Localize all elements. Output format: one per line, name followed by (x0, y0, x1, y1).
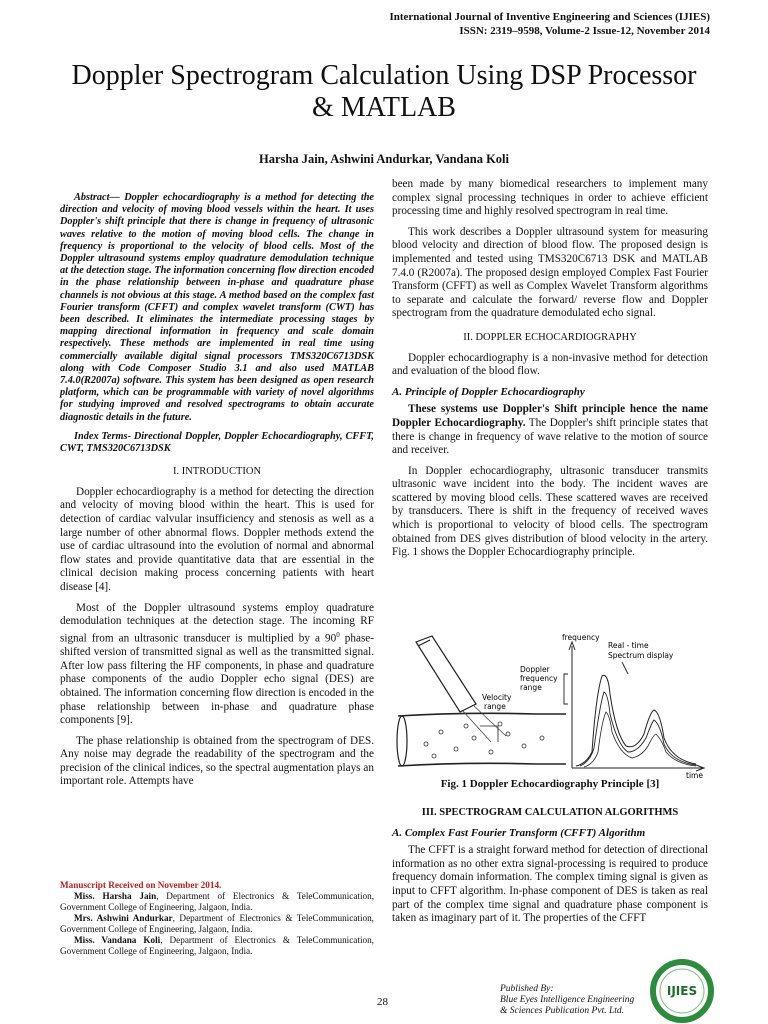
page-number: 28 (377, 996, 388, 1008)
figure-doppler-principle (396, 634, 706, 780)
paragraph (392, 403, 708, 457)
subsection-heading: A. Principle of Doppler Echocardiography (392, 385, 585, 398)
label-velocity: Velocity (482, 693, 512, 702)
ijies-logo (646, 958, 718, 1024)
vessel-end (397, 716, 407, 766)
logo-text: IJIES (666, 984, 698, 998)
journal-name: International Journal of Inventive Engineering and Sciences (IJIES) (389, 11, 710, 23)
published-by: Published By: (500, 984, 554, 994)
section-heading-doppler: II. DOPPLER ECHOCARDIOGRAPHY (463, 331, 637, 343)
paragraph (60, 602, 374, 728)
axis-arrow (569, 642, 704, 771)
footnote-author-affil: , Department of Electronics & TeleCommunication, Government College of Engineering, Jalgaon, India. (60, 891, 374, 912)
paragraph: In Doppler echocardiography, ultrasonic transducer transmits ultrasonic wave incident into the body. The incident waves are scattered by moving blood cells. These scattered waves are received by transducers. There is shift in the frequency of received waves which is proportional to velocity of blood cells. The spectrogram obtained from DES gives distribution of blood velocity in the artery. Fig. 1 shows the Doppler Echocardiography principle. (392, 464, 708, 559)
doppler-range-bracket (564, 674, 568, 704)
spectrum-trace-inner (584, 712, 696, 767)
paragraph: This work describes a Doppler ultrasound system for measuring blood velocity and direction of blood flow. The proposed design is implemented and tested using TMS320C6713 DSK and MATLAB 7.4.0 (R2007a). The proposed design employed Complex Fast Fourier Transform (CFFT) as well as Complex Wavelet Transform algorithms to separate and calculate the forward/ reverse flow and Doppler spectrogram from the quadrature demodulated echo signal. (392, 225, 708, 320)
footnote-author-name: Mrs. Ashwini Andurkar (74, 913, 173, 923)
paragraph-part: The Doppler's shift principle states that there is change in frequency of wave relative to the motion of source and receiver. (392, 416, 708, 457)
paragraph: been made by many biomedical researchers to implement many complex signal processing techniques in order to achieve efficient processing time and highly resolved spectrogram in real time. (392, 178, 708, 218)
right-column-lower (392, 800, 708, 933)
paragraph-part: phase- shifted version of transmitted signal as well as the transmitted signal. After low pass filtering the HF components, in phase and quadrature phase components of the audio Doppler echo signal (DES) are obtained. The information concerning flow direction is encoded in the phase relationship between in-phase and quadrature phase components [9]. (60, 632, 374, 727)
index-terms: Index Terms- Directional Doppler, Doppler Echocardiography, CFFT, CWT, TMS320C6713DSK (60, 430, 374, 455)
publisher-info (500, 984, 634, 1017)
footnote-author (60, 891, 374, 913)
publisher-line1: Blue Eyes Intelligence Engineering (500, 995, 635, 1005)
vessel-bottom-wall (398, 763, 566, 766)
paragraph: Doppler echocardiography is a method for detecting the direction and velocity of moving blood within the heart. This is used for detection of cardiac valvular insufficiency and stenosis as well as a large number of other abnormal flows. Doppler methods extend the use of cardiac ultrasound into the evolution of normal and abnormal flow states and provide quantitative data that are essential in the clinical decision making process concerning patients with heart disease [4]. (60, 485, 374, 594)
footnote (60, 880, 374, 957)
footnote-author-affil: , Department of Electronics & TeleCommunication, Government College of Engineering, Jalgaon, India. (60, 913, 374, 934)
paragraph: Doppler echocardiography is a non-invasive method for detection and evaluation of the blood flow. (392, 351, 708, 378)
left-column (60, 192, 374, 796)
display-pointer (622, 662, 628, 674)
blood-cells (424, 722, 544, 758)
paragraph: The phase relationship is obtained from the spectrogram of DES. Any noise may degrade the readability of the spectrogram and the precision of the clinical indices, so the spectral augmentation plays an important role. Attempts have (60, 734, 374, 788)
superscript: 0 (336, 630, 340, 639)
label-realtime: Real - time (608, 641, 649, 650)
footnote-heading: Manuscript Received on November 2014. (60, 880, 222, 890)
footnote-author (60, 913, 374, 935)
transducer-probe (416, 636, 476, 712)
publisher-line2: & Sciences Publication Pvt. Ltd. (500, 1006, 625, 1016)
label-range: range (520, 683, 542, 692)
label-spectrum: Spectrum display (608, 651, 674, 660)
paper-title: Doppler Spectrogram Calculation Using DSP Processor & MATLAB (71, 60, 697, 123)
label-frequency: frequency (562, 634, 600, 642)
section-heading-introduction: I. INTRODUCTION (172, 466, 262, 478)
spectrum-trace-mid (580, 692, 696, 766)
footnote-author (60, 935, 374, 957)
footnote-author-name: Miss. Harsha Jain (74, 891, 157, 901)
paragraph-part: Most of the Doppler ultrasound systems employ quadrature demodulation techniques at the detection stage. The incoming RF signal from an ultrasonic transducer is multiplied by a 90 (60, 601, 374, 645)
journal-issn: ISSN: 2319–9598, Volume-2 Issue-12, November 2014 (459, 25, 710, 37)
bold-text: These systems use Doppler's Shift principle hence the name Doppler Echocardiography. (392, 403, 708, 429)
label-freq2: frequency (520, 674, 558, 683)
spectrum-trace-outer (576, 675, 696, 766)
abstract: Abstract— Doppler echocardiography is a method for detecting the direction and velocity of moving blood vessels within the heart. It uses Doppler's shift principle that there is change in frequency of ultrasonic waves relative to the motion of moving blood cells. The change in frequency is proportional to the velocity of blood cells. Most of the Doppler ultrasound systems employ quadrature demodulation technique at the detection stage. The information concerning flow direction encoded in the phase relationship between in-phase and quadrature phase channels is not obvious at this stage. A method based on the complex fast Fourier transform (CFFT) and complex wavelet transform (CWT) has been described. It eliminates the intermediate processing stages by mapping directional information in frequency and scale domain respectively. These methods are implemented in real time using commercially available digital signal processors TMS320C6713DSK along with Code Composer Studio 3.1 and also used MATLAB 7.4.0(R2007a) software. This system has been designed as open research platform, which can be programmable with variety of novel algorithms for studying improved and resolved spectrograms to obtain accurate diagnostic details in the future. (60, 192, 374, 423)
label-doppler: Doppler (520, 665, 550, 674)
footnote-author-name: Miss. Vandana Koli (74, 935, 161, 945)
paper-authors: Harsha Jain, Ashwini Andurkar, Vandana Koli (259, 152, 509, 166)
paragraph: The CFFT is a straight forward method for detection of directional information as no other extra signal-processing is required to produce frequency domain information. The complex timing signal is given as input to CFFT algorithm. In-phase component of DES is taken as real part of the complex time signal and quadrature phase component is taken as imaginary part of it. The properties of the CFFT (392, 844, 708, 925)
footnote-author-affil: , Department of Electronics & TeleCommunication, Government College of Engineering, Jalgaon, India. (60, 935, 374, 956)
journal-header (389, 10, 710, 38)
section-heading-algorithms: III. SPECTROGRAM CALCULATION ALGORITHMS (421, 807, 679, 818)
label-time: time (686, 771, 703, 780)
figure-caption: Fig. 1 Doppler Echocardiography Principle [3] (440, 778, 660, 790)
subsection-heading: A. Complex Fast Fourier Transform (CFFT) Algorithm (392, 826, 646, 839)
right-column (392, 178, 708, 567)
label-range2: range (484, 702, 506, 711)
ultrasound-beam (462, 706, 506, 742)
